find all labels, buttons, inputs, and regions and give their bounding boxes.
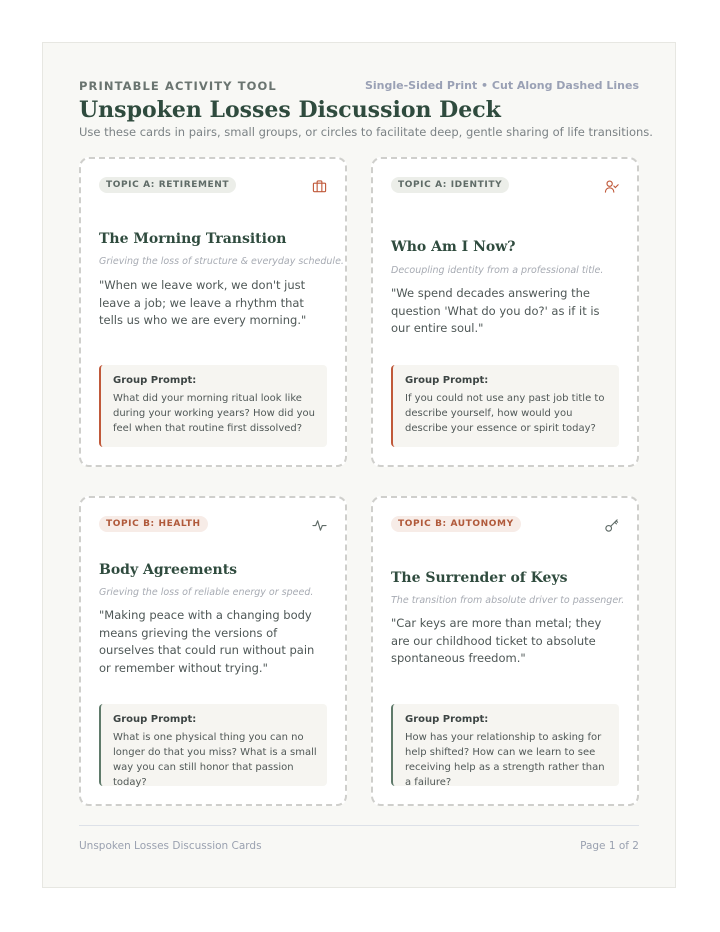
page-title: Unspoken Losses Discussion Deck: [79, 97, 501, 123]
group-prompt-box: [99, 365, 327, 447]
card-title: The Morning Transition: [99, 231, 287, 247]
topic-badge: TOPIC A: RETIREMENT: [99, 177, 236, 193]
prompt-text: If you could not use any past job title to describe yourself, how would you describe your essence or spirit today?: [405, 393, 605, 434]
card-subtitle: The transition from absolute driver to passenger.: [391, 595, 625, 606]
page-number: Page 1 of 2: [580, 840, 639, 852]
eyebrow-label: PRINTABLE ACTIVITY TOOL: [79, 79, 277, 93]
pulse-icon: [312, 518, 327, 533]
prompt-label: Group Prompt:: [405, 375, 489, 386]
user-check-icon: [604, 179, 619, 194]
prompt-text: How has your relationship to asking for help shifted? How can we learn to see receiving help as a strength rather than a failure?: [405, 732, 605, 788]
prompt-label: Group Prompt:: [405, 714, 489, 725]
card-quote: "Making peace with a changing body means grieving the versions of ourselves that could run without pain or remember without trying.": [99, 608, 315, 675]
card-quote: "When we leave work, we don't just leave a job; we leave a rhythm that tells us who we are every morning.": [99, 278, 307, 327]
briefcase-icon: [312, 179, 327, 194]
prompt-text: What did your morning ritual look like during your working years? How did you feel when that routine first dissolved?: [113, 393, 315, 434]
discussion-card-health: [79, 496, 347, 806]
card-quote: "We spend decades answering the question 'What do you do?' as if it is our entire soul.": [391, 286, 600, 335]
discussion-card-identity: [371, 157, 639, 467]
group-prompt-box: [99, 704, 327, 786]
card-title: The Surrender of Keys: [391, 570, 568, 586]
topic-badge: TOPIC B: AUTONOMY: [391, 516, 521, 532]
card-quote: "Car keys are more than metal; they are our childhood ticket to absolute spontaneous freedom.": [391, 616, 602, 665]
card-title: Body Agreements: [99, 562, 238, 578]
footer-divider: [79, 825, 639, 826]
topic-badge: TOPIC A: IDENTITY: [391, 177, 509, 193]
topic-badge: TOPIC B: HEALTH: [99, 516, 208, 532]
group-prompt-box: [391, 365, 619, 447]
prompt-label: Group Prompt:: [113, 375, 197, 386]
printable-sheet: [42, 42, 676, 888]
key-icon: [604, 518, 619, 533]
footer-title: Unspoken Losses Discussion Cards: [79, 840, 262, 852]
card-subtitle: Decoupling identity from a professional title.: [391, 265, 604, 276]
group-prompt-box: [391, 704, 619, 786]
page-subtitle: Use these cards in pairs, small groups, or circles to facilitate deep, gentle sharing of life transitions.: [79, 125, 653, 139]
discussion-card-autonomy: [371, 496, 639, 806]
card-subtitle: Grieving the loss of reliable energy or speed.: [99, 587, 314, 598]
print-instructions: Single-Sided Print • Cut Along Dashed Lines: [364, 79, 639, 92]
prompt-label: Group Prompt:: [113, 714, 197, 725]
card-title: Who Am I Now?: [391, 239, 516, 255]
prompt-text: What is one physical thing you can no longer do that you miss? What is a small way you can still honor that passion today?: [113, 732, 317, 788]
card-subtitle: Grieving the loss of structure & everyday schedule.: [99, 256, 344, 267]
discussion-card-retirement: [79, 157, 347, 467]
